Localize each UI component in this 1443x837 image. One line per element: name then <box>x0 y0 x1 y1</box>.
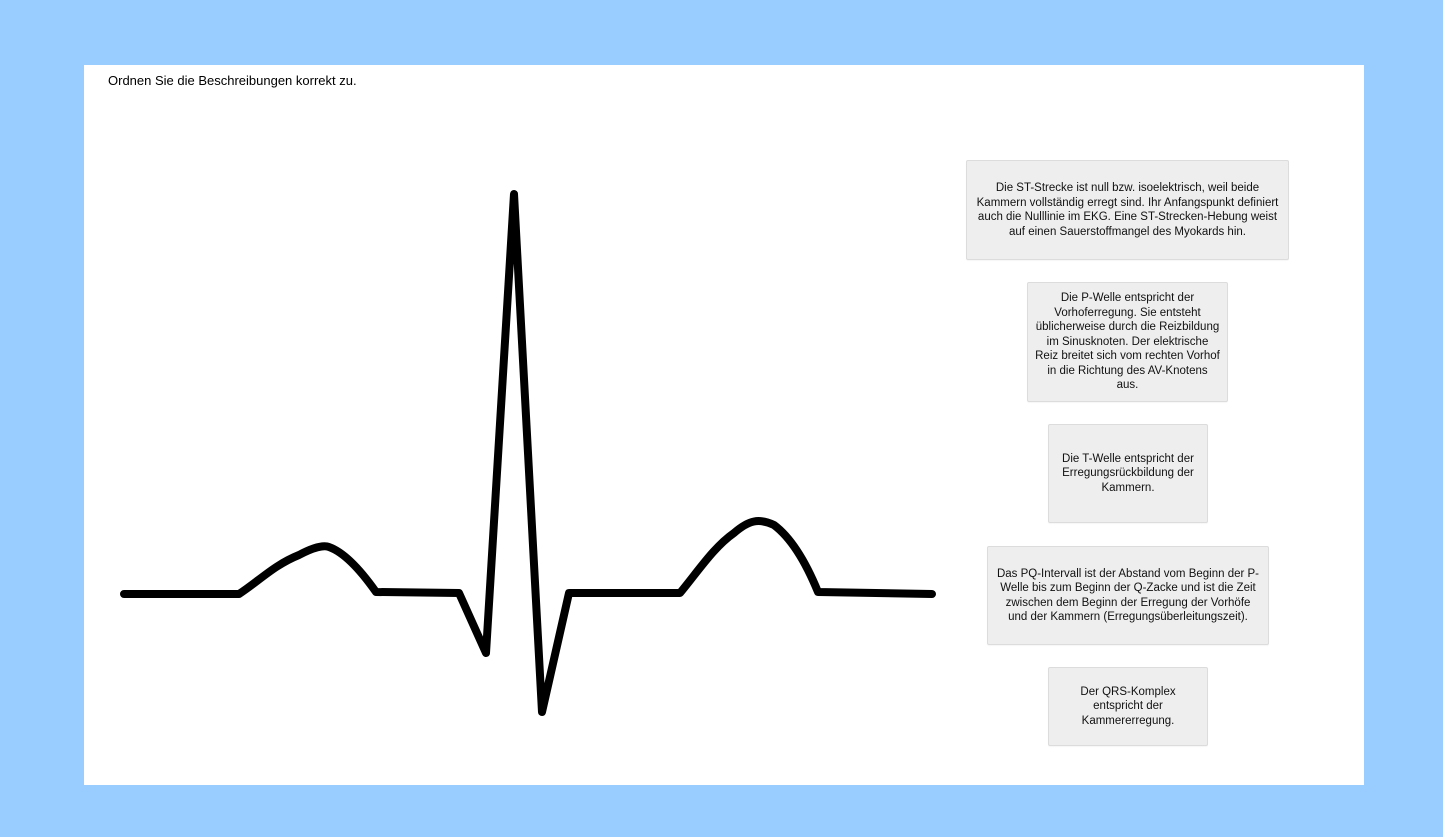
ecg-trace <box>124 194 932 712</box>
answer-card-text: Die P-Welle entspricht der Vorhoferregung. Sie entsteht üblicherweise durch die Reizbildung im Sinusknoten. Der elektrische Reiz breitet sich vom rechten Vorhof in die Richtung des AV-Knotens aus. <box>1035 292 1220 392</box>
answer-card-text: Das PQ-Intervall ist der Abstand vom Beginn der P-Welle bis zum Beginn der Q-Zacke und ist die Zeit zwischen dem Beginn der Erregung der Vorhöfe und der Kammern (Erregungsüberleitungszeit). <box>996 567 1260 623</box>
answer-card-p-welle[interactable] <box>1027 282 1228 402</box>
answer-card-t-welle[interactable] <box>1048 424 1208 523</box>
answer-card-pq-intervall[interactable] <box>987 546 1269 645</box>
answer-card-qrs-komplex[interactable] <box>1048 667 1208 746</box>
answer-card-text: Die ST-Strecke ist null bzw. isoelektrisch, weil beide Kammern vollständig erregt sind. Ihr Anfangspunkt definiert auch die Nulllinie im EKG. Eine ST-Strecken-Hebung weist auf einen Sauerstoffmangel des Myokards hin. <box>976 182 1279 238</box>
activity-panel <box>84 65 1364 785</box>
answer-card-st-strecke[interactable] <box>966 160 1289 260</box>
ecg-waveform-icon <box>84 65 964 785</box>
answer-card-text: Die T-Welle entspricht der Erregungsrückbildung der Kammern. <box>1062 452 1194 494</box>
instruction-text: Ordnen Sie die Beschreibungen korrekt zu. <box>108 73 357 88</box>
answer-card-text: Der QRS-Komplex entspricht der Kammererregung. <box>1080 685 1176 727</box>
